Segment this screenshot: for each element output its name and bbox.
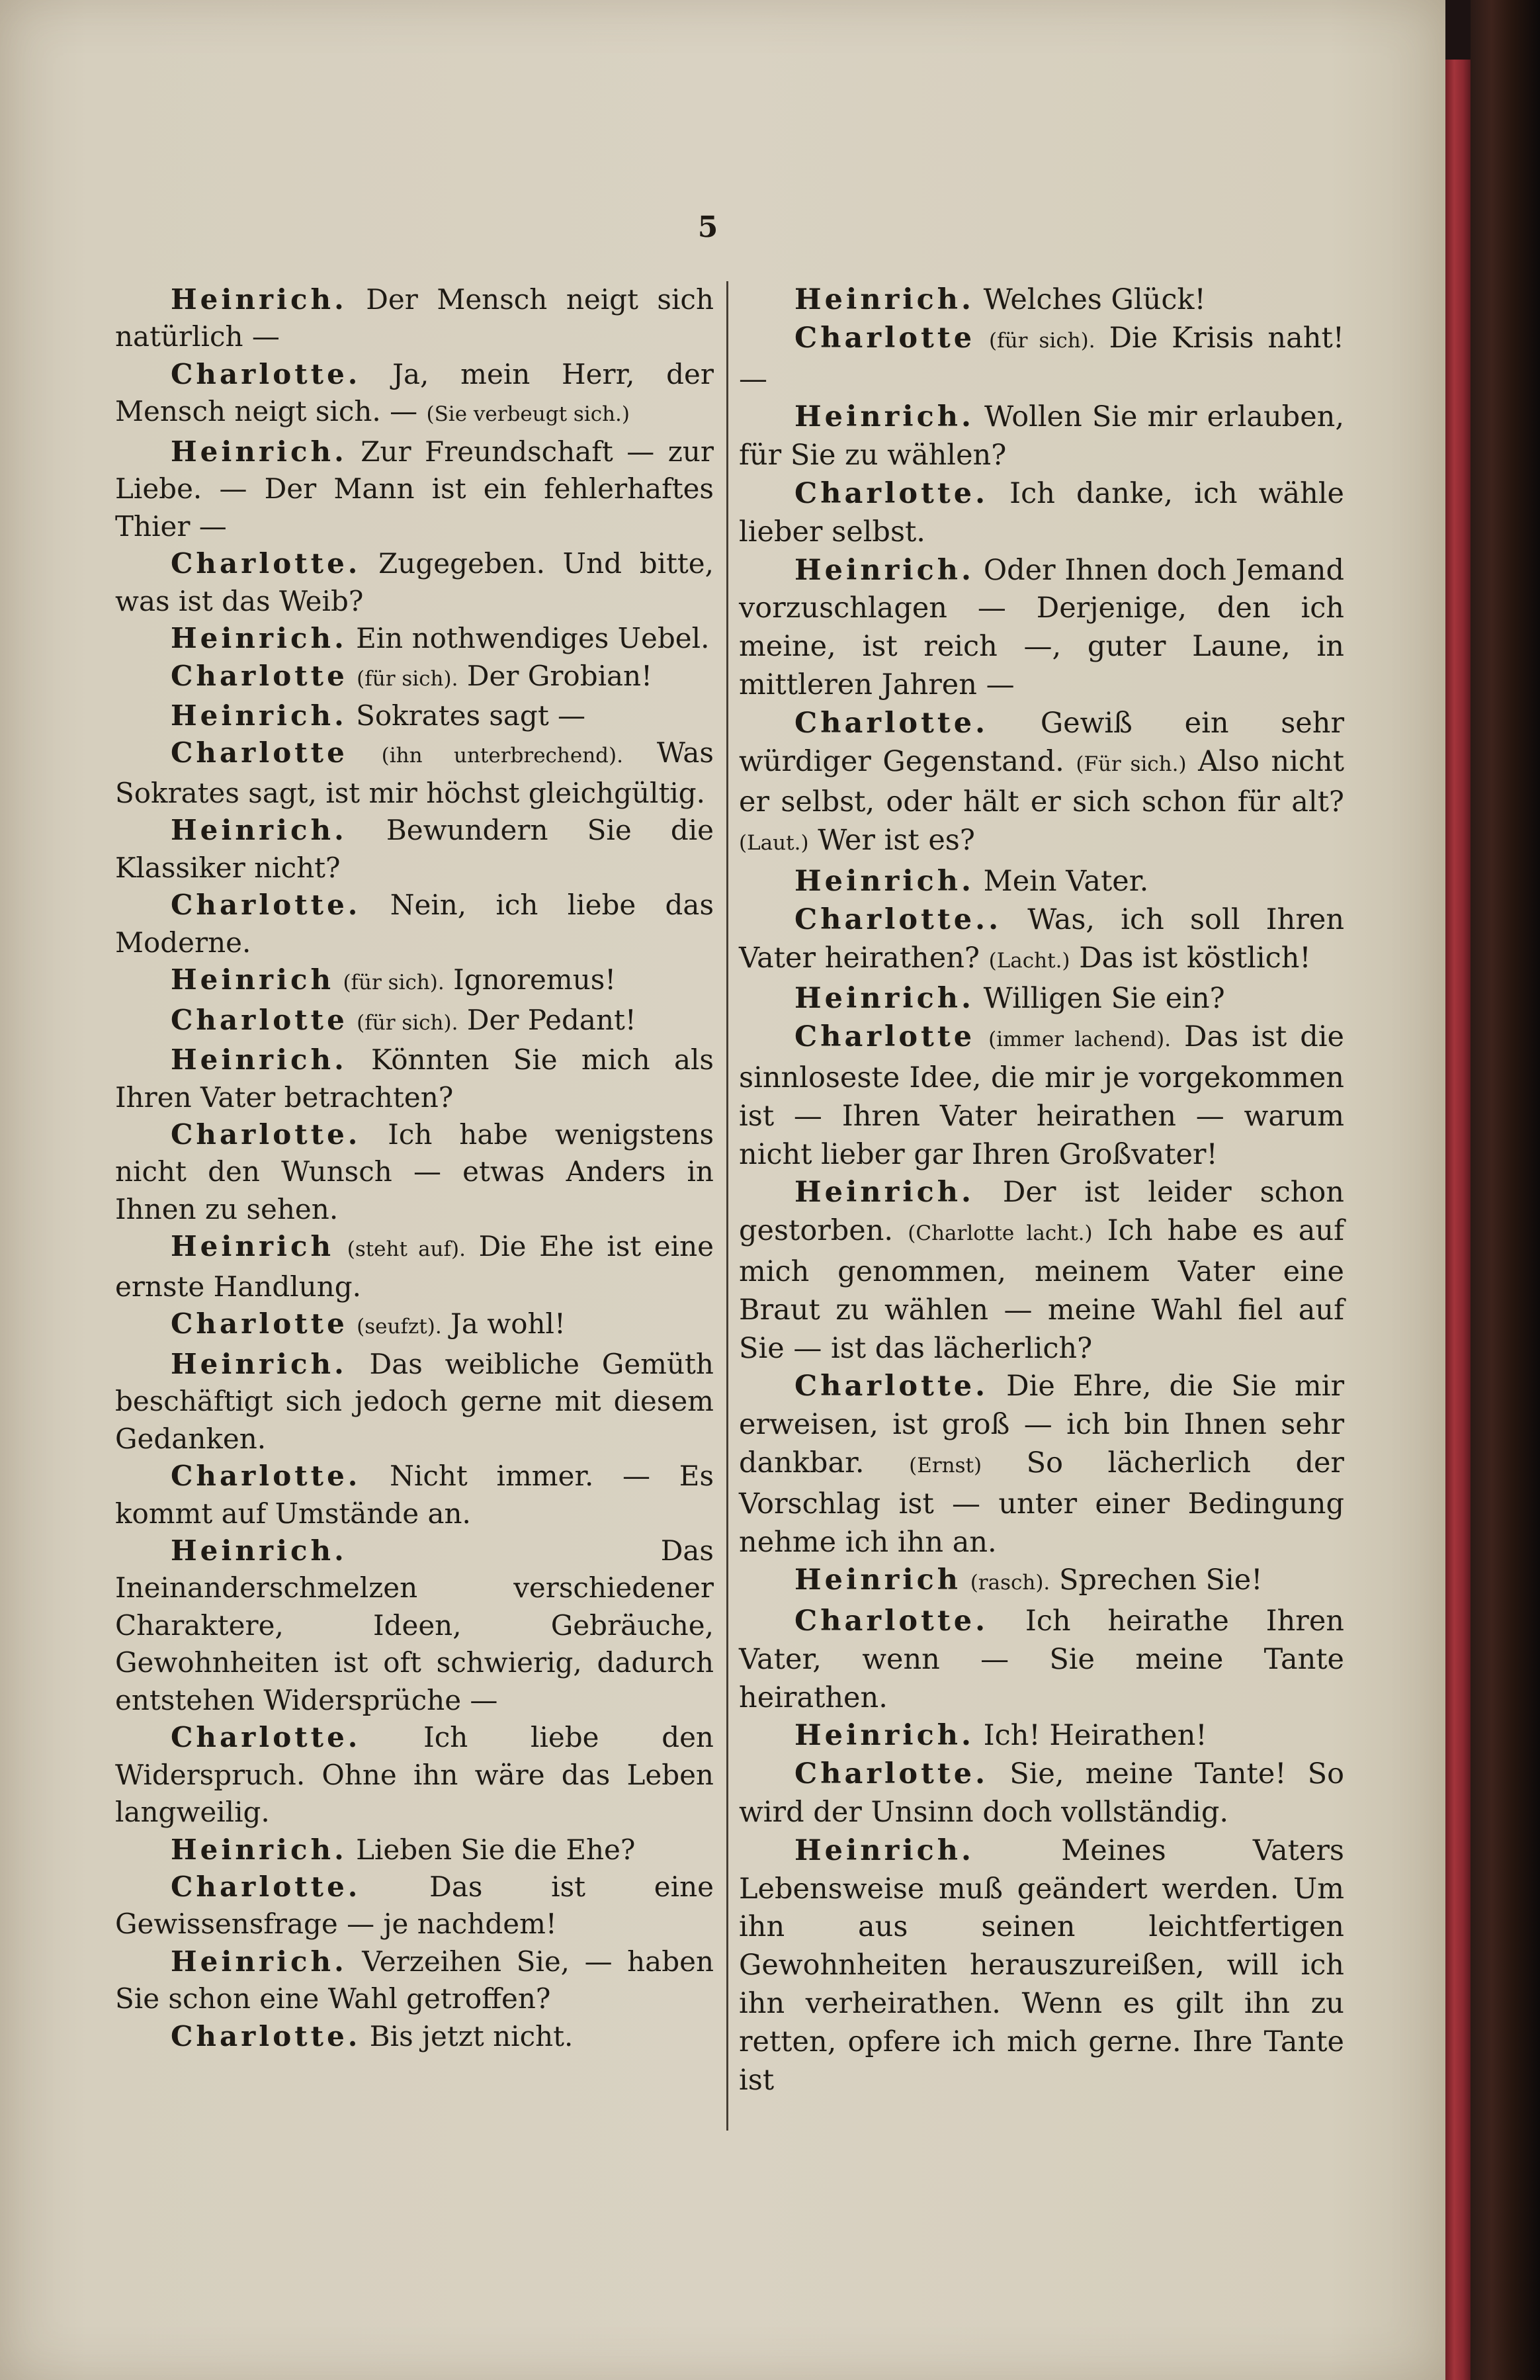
dialogue-line [115,1943,714,2018]
dialogue-line [739,863,1344,901]
dialogue-line [739,1562,1344,1603]
spoken-text: Die Ehe ist eine ernste Handlung. [115,1230,714,1303]
dialogue-line [739,281,1344,320]
stage-direction: (für sich). [357,1010,458,1035]
speaker-name: Heinrich. [794,982,974,1016]
speaker-name: Charlotte. [171,1118,361,1151]
speaker-name: Charlotte. [171,1871,361,1904]
spoken-text: Was Sokrates sagt, ist mir höchst gleichgültig. [115,736,714,809]
speaker-name: Heinrich. [171,283,347,316]
dialogue-line [739,1717,1344,1755]
spoken-text: Ein nothwendiges Uebel. [356,622,710,655]
dialogue-line [115,2018,714,2055]
speaker-name: Charlotte [171,1307,348,1341]
speaker-name: Heinrich [171,963,335,996]
spoken-text: Verzeihen Sie, — haben Sie schon eine Wahl getroffen? [115,1945,714,2015]
dialogue-line [115,356,714,433]
speaker-name: Charlotte [171,736,348,770]
stage-direction: (Laut.) [739,831,809,856]
dialogue-line [739,1603,1344,1717]
dialogue-line [739,1018,1344,1174]
speaker-name: Heinrich. [794,400,974,434]
red-page-edge [1445,60,1471,2380]
spoken-text: Willigen Sie ein? [983,982,1225,1016]
spoken-text: So lächerlich der Vorschlag ist — unter einer Bedingung nehme ich ihn an. [739,1446,1344,1559]
stage-direction: (ihn unterbrechend). [381,744,623,768]
dialogue-line [115,887,714,961]
speaker-name: Heinrich. [171,1534,347,1567]
spoken-text: Ich liebe den Widerspruch. Ohne ihn wäre das Leben langweilig. [115,1721,714,1829]
speaker-name: Heinrich [794,1564,962,1597]
stage-direction: (seufzt). [357,1315,442,1339]
speaker-name: Charlotte [171,659,348,692]
stage-direction: (Charlotte lacht.) [908,1221,1093,1246]
column-divider [726,281,728,2131]
speaker-name: Charlotte [794,1020,976,1054]
dialogue-line [115,697,714,734]
spoken-text: Der Mensch neigt sich natürlich — [115,283,714,353]
spoken-text: Meines Vaters Lebensweise muß geändert werden. Um ihn aus seinen leichtfertigen Gewohnheiten herauszureißen, will ich ihn verheirathen. Wenn es gilt ihn zu retten, opfere ich mich gerne. Ihre Tante ist [739,1833,1344,2097]
speaker-name: Heinrich. [794,553,974,587]
spoken-text: Oder Ihnen doch Jemand vorzuschlagen — Derjenige, den ich meine, ist reich —, guter Laune, in mittleren Jahren — [739,553,1345,701]
dialogue-line [115,812,714,887]
spoken-text: Welches Glück! [983,283,1206,316]
spoken-text: Mein Vater. [983,864,1149,898]
speaker-name: Heinrich. [794,283,974,316]
speaker-name: Charlotte. [171,357,361,390]
dialogue-line [115,658,714,697]
spoken-text: Ignoremus! [453,963,617,996]
spoken-text: Ich danke, ich wähle lieber selbst. [739,476,1344,549]
dialogue-line [115,1719,714,1831]
speaker-name: Heinrich. [794,1833,974,1867]
spoken-text: Das ist die sinnloseste Idee, die mir je vorgekommen ist — Ihren Vater heirathen — warum nicht lieber gar Ihren Großvater! [739,1020,1345,1171]
spoken-text: Nein, ich liebe das Moderne. [115,889,714,959]
dialogue-line [115,281,714,356]
speaker-name: Charlotte. [794,476,989,510]
speaker-name: Heinrich [171,1230,335,1263]
dialogue-line [739,475,1344,552]
spoken-text: Wer ist es? [818,824,975,858]
dialogue-line [115,1305,714,1345]
stage-direction: (rasch). [970,1571,1050,1595]
dialogue-line [739,398,1344,475]
speaker-name: Heinrich. [171,622,347,655]
speaker-name: Charlotte [794,321,976,355]
dialogue-line [115,1458,714,1532]
speaker-name: Heinrich. [171,814,347,847]
dialogue-line [115,620,714,657]
dialogue-line [739,1174,1344,1368]
spoken-text: Zur Freundschaft — zur Liebe. — Der Mann ist ein fehlerhaftes Thier — [115,435,714,543]
spoken-text: Könnten Sie mich als Ihren Vater betrachten? [115,1043,714,1114]
speaker-name: Charlotte.. [794,903,1002,936]
speaker-name: Heinrich. [171,699,347,732]
spoken-text: Nicht immer. — Es kommt auf Umstände an. [115,1460,714,1530]
dialogue-line [115,1228,714,1305]
stage-direction: (steht auf). [347,1237,466,1262]
speaker-name: Charlotte. [794,1757,989,1791]
speaker-name: Heinrich. [171,435,347,468]
spoken-text: Sie, meine Tante! So wird der Unsinn doch vollständig. [739,1757,1344,1829]
dialogue-line [115,1346,714,1458]
spoken-text: Der Pedant! [466,1003,636,1036]
stage-direction: (für sich). [343,971,445,995]
stage-direction: (für sich). [357,666,458,691]
spoken-text: Das ist eine Gewissensfrage — je nachdem! [115,1871,714,1941]
speaker-name: Charlotte. [794,706,989,740]
spoken-text: Sprechen Sie! [1058,1564,1263,1597]
dialogue-line [115,1831,714,1869]
stage-direction: (Sie verbeugt sich.) [426,402,630,427]
speaker-name: Heinrich. [794,1719,974,1753]
spoken-text: Gewiß ein sehr würdiger Gegenstand. [739,706,1344,778]
speaker-name: Charlotte. [794,1370,989,1403]
spoken-text: Das weibliche Gemüth beschäftigt sich jedoch gerne mit diesem Gedanken. [115,1347,714,1455]
dialogue-line [115,1869,714,1943]
speaker-name: Charlotte. [171,2019,361,2052]
spoken-text: Ich habe wenigstens nicht den Wunsch — etwas Anders in Ihnen zu sehen. [115,1118,714,1225]
spoken-text: Was, ich soll Ihren Vater heirathen? [739,903,1345,975]
speaker-name: Charlotte. [171,547,361,580]
spoken-text: Bewundern Sie die Klassiker nicht? [115,814,714,884]
stage-direction: (Für sich.) [1076,752,1187,776]
stage-direction: (für sich). [989,328,1095,353]
speaker-name: Heinrich. [171,1347,347,1380]
spoken-text: Die Ehre, die Sie mir erweisen, ist groß — ich bin Ihnen sehr dankbar. [739,1370,1344,1479]
spoken-text: Also nicht er selbst, oder hält er sich schon für alt? [739,744,1345,819]
dialogue-line [739,320,1344,399]
spoken-text: Zugegeben. Und bitte, was ist das Weib? [115,547,714,617]
speaker-name: Heinrich. [171,1043,347,1077]
dialogue-line [115,433,714,545]
spoken-text: Das Ineinanderschmelzen verschiedener Charaktere, Ideen, Gebräuche, Gewohnheiten ist oft schwierig, dadurch entstehen Widersprüche — [115,1534,714,1716]
spoken-text: Ich! Heirathen! [983,1719,1207,1753]
dialogue-line [739,705,1344,863]
dialogue-line [115,1041,714,1116]
dialogue-line [739,980,1344,1018]
spoken-text: Ja, mein Herr, der Mensch neigt sich. — [115,357,714,428]
stage-direction: (Ernst) [909,1453,982,1477]
spoken-text: Ja wohl! [450,1307,566,1341]
spoken-text: Bis jetzt nicht. [369,2019,574,2052]
speaker-name: Charlotte. [171,1460,361,1493]
speaker-name: Heinrich. [794,864,974,898]
spoken-text: Das ist köstlich! [1079,941,1311,975]
dialogue-line [739,1368,1344,1562]
dialogue-line [739,901,1344,981]
speaker-name: Heinrich. [171,1833,347,1866]
speaker-name: Charlotte. [171,1721,361,1754]
dialogue-line [115,734,714,812]
spoken-text: Ich habe es auf mich genommen, meinem Vater eine Braut zu wählen — meine Wahl fiel auf Sie — ist das lächerlich? [739,1214,1344,1365]
speaker-name: Charlotte [171,1003,348,1036]
spoken-text: Wollen Sie mir erlauben, für Sie zu wählen? [739,400,1345,472]
spoken-text: Der Grobian! [466,659,652,692]
spoken-text: Lieben Sie die Ehe? [356,1833,636,1866]
dialogue-line [115,1532,714,1719]
dialogue-line [115,545,714,620]
spoken-text: Ich heirathe Ihren Vater, wenn — Sie meine Tante heirathen. [739,1605,1345,1714]
speaker-name: Heinrich. [171,1945,347,1978]
speaker-name: Charlotte. [794,1605,989,1638]
page-number: 5 [697,210,718,244]
speaker-name: Charlotte. [171,889,361,922]
speaker-name: Heinrich. [794,1176,974,1210]
dialogue-line [739,1755,1344,1832]
left-text-column [115,281,714,2055]
spoken-text: Die Krisis naht! — [739,321,1345,396]
page-edge-shadow [1445,0,1471,60]
dialogue-line [739,1832,1344,2100]
book-cover-edge [1471,0,1540,2380]
dialogue-line [115,1116,714,1228]
spoken-text: Sokrates sagt — [356,699,586,732]
dialogue-line [115,1002,714,1041]
dialogue-line [739,552,1344,705]
spoken-text: Der ist leider schon gestorben. [739,1176,1344,1248]
stage-direction: (immer lachend). [988,1028,1172,1052]
dialogue-line [115,961,714,1001]
right-text-column [739,281,1344,2099]
stage-direction: (Lacht.) [988,948,1070,973]
